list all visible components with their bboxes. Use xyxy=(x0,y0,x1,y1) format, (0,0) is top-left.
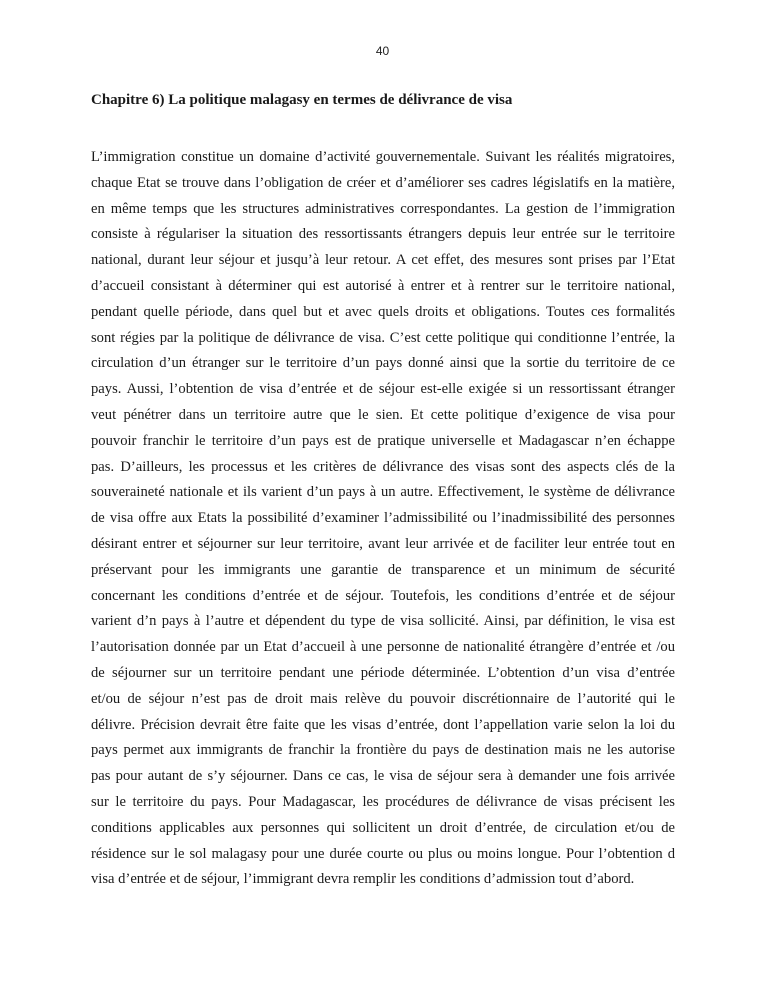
body-paragraph xyxy=(91,147,675,895)
paragraph-line: pays. Aussi, l’obtention de visa d’entrée et de séjour est-elle exigée si un ressortissant étranger xyxy=(91,381,675,398)
chapter-title: Chapitre 6) La politique malagasy en termes de délivrance de visa xyxy=(91,92,513,108)
paragraph-line: de visa offre aux Etats la possibilité d’examiner l’admissibilité ou l’inadmissibilité des personnes xyxy=(91,510,675,527)
paragraph-line: d’accueil consistant à déterminer qui est autorisé à entrer et à rentrer sur le territoire national, xyxy=(91,277,675,294)
paragraph-line: et/ou de séjour n’est pas de droit mais relève du pouvoir discrétionnaire de l’autorité qui le xyxy=(91,690,675,707)
paragraph-line: pouvoir franchir le territoire d’un pays est de pratique universelle et Madagascar n’en échappe xyxy=(91,432,675,449)
paragraph-line: sont régies par la politique de délivrance de visa. C’est cette politique qui conditionne l’entrée, la xyxy=(91,329,675,346)
paragraph-line: visa d’entrée et de séjour, l’immigrant devra remplir les conditions d’admission tout d’abord. xyxy=(91,871,635,888)
paragraph-line: pas. D’ailleurs, les processus et les critères de délivrance des visas sont des aspects clés de la xyxy=(91,458,675,475)
paragraph-line: varient d’n pays à l’autre et dépendent du type de visa sollicité. Ainsi, par définition, le visa est xyxy=(91,613,675,630)
paragraph-line: pendant quelle période, dans quel but et avec quels droits et obligations. Toutes ces formalités xyxy=(91,303,675,320)
paragraph-line: en même temps que les structures administratives correspondantes. La gestion de l’immigration xyxy=(91,200,675,217)
paragraph-line: l’autorisation donnée par un Etat d’accueil à une personne de nationalité étrangère d’entrée et /ou xyxy=(91,639,675,656)
paragraph-line: L’immigration constitue un domaine d’activité gouvernementale. Suivant les réalités migratoires, xyxy=(91,149,675,165)
paragraph-line: veut pénétrer dans un territoire autre que le sien. Et cette politique d’exigence de visa pour xyxy=(91,406,675,423)
paragraph-line: circulation d’un étranger sur le territoire d’un pays donné ainsi que la sortie du territoire de ce xyxy=(91,355,675,372)
paragraph-line: résidence sur le sol malagasy pour une durée courte ou plus ou moins longue. Pour l’obtention d xyxy=(91,845,675,862)
paragraph-line: conditions applicables aux personnes qui sollicitent un droit d’entrée, de circulation et/ou de xyxy=(91,819,675,836)
paragraph-line: de séjourner sur un territoire pendant une période déterminée. L’obtention d’un visa d’entrée xyxy=(91,664,675,681)
paragraph-line: souveraineté nationale et ils varient d’un pays à un autre. Effectivement, le système de délivrance xyxy=(91,484,675,501)
paragraph-line: pas pour autant de s’y séjourner. Dans ce cas, le visa de séjour sera à demander une fois arrivée xyxy=(91,768,675,785)
paragraph-line: consiste à régulariser la situation des ressortissants étrangers depuis leur entrée sur le territoire xyxy=(91,226,675,243)
paragraph-line: désirant entrer et séjourner sur leur territoire, avant leur arrivée et de faciliter leur entrée tout en xyxy=(91,535,675,552)
paragraph-line: chaque Etat se trouve dans l’obligation de créer et d’améliorer ses cadres législatifs en la matière, xyxy=(91,174,675,191)
paragraph-line: sur le territoire du pays. Pour Madagascar, les procédures de délivrance de visas précisent les xyxy=(91,793,675,810)
paragraph-line: délivre. Précision devrait être faite que les visas d’entrée, dont l’appellation varie selon la loi du xyxy=(91,716,675,733)
page-number: 40 xyxy=(375,44,390,58)
paragraph-line: national, durant leur séjour et jusqu’à leur retour. A cet effet, des mesures sont prises par l’Etat xyxy=(91,252,675,269)
paragraph-line: concernant les conditions d’entrée et de séjour. Toutefois, les conditions d’entrée et de séjour xyxy=(91,587,675,604)
paragraph-line: pays permet aux immigrants de franchir la frontière du pays de destination mais ne les autorise xyxy=(91,742,675,759)
paragraph-line: préservant pour les immigrants une garantie de transparence et un minimum de sécurité xyxy=(91,561,675,578)
